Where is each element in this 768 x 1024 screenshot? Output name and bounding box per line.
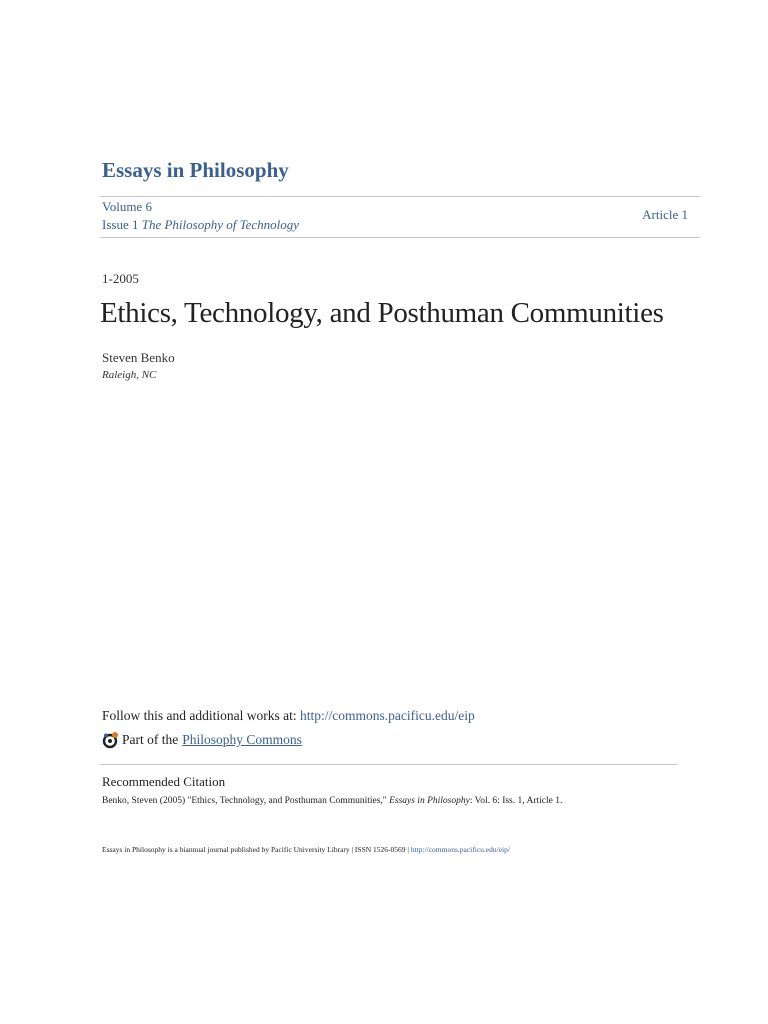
header-bottom-rule — [100, 237, 700, 238]
citation-journal: Essays in Philosophy — [389, 796, 470, 806]
follow-text: Follow this and additional works at: — [102, 708, 300, 723]
header-top-rule — [100, 196, 700, 197]
issue-line[interactable] — [102, 217, 299, 233]
issue-title[interactable]: The Philosophy of Technology — [141, 217, 300, 232]
follow-line — [102, 708, 475, 724]
citation-before: Benko, Steven (2005) "Ethics, Technology, and Posthuman Communities," — [102, 796, 390, 806]
author-name: Steven Benko — [102, 350, 175, 365]
volume-link[interactable]: Volume 6 — [102, 199, 152, 214]
part-of-line — [102, 731, 302, 749]
article-number-link[interactable]: Article 1 — [642, 207, 688, 222]
footer-url-link[interactable]: http://commons.pacificu.edu/eip/ — [410, 845, 510, 854]
author-affiliation: Raleigh, NC — [102, 369, 157, 381]
footer-note — [102, 845, 510, 854]
article-title: Ethics, Technology, and Posthuman Communities — [100, 297, 664, 329]
citation-after: : Vol. 6: Iss. 1, Article 1. — [469, 796, 563, 806]
part-of-text: Part of the — [122, 732, 179, 747]
journal-title[interactable]: Essays in Philosophy — [102, 158, 289, 182]
philosophy-commons-link[interactable]: Philosophy Commons — [182, 732, 302, 747]
footer-text: Essays in Philosophy is a biannual journal published by Pacific University Library | ISSN 1526-0569 | — [102, 845, 411, 854]
network-icon — [102, 731, 120, 749]
recommended-citation-heading: Recommended Citation — [102, 774, 226, 789]
citation-text — [102, 796, 562, 806]
publication-date: 1-2005 — [102, 271, 139, 286]
citation-rule — [100, 764, 678, 765]
issue-label[interactable]: Issue 1 — [102, 217, 139, 232]
follow-url-link[interactable]: http://commons.pacificu.edu/eip — [300, 708, 475, 723]
